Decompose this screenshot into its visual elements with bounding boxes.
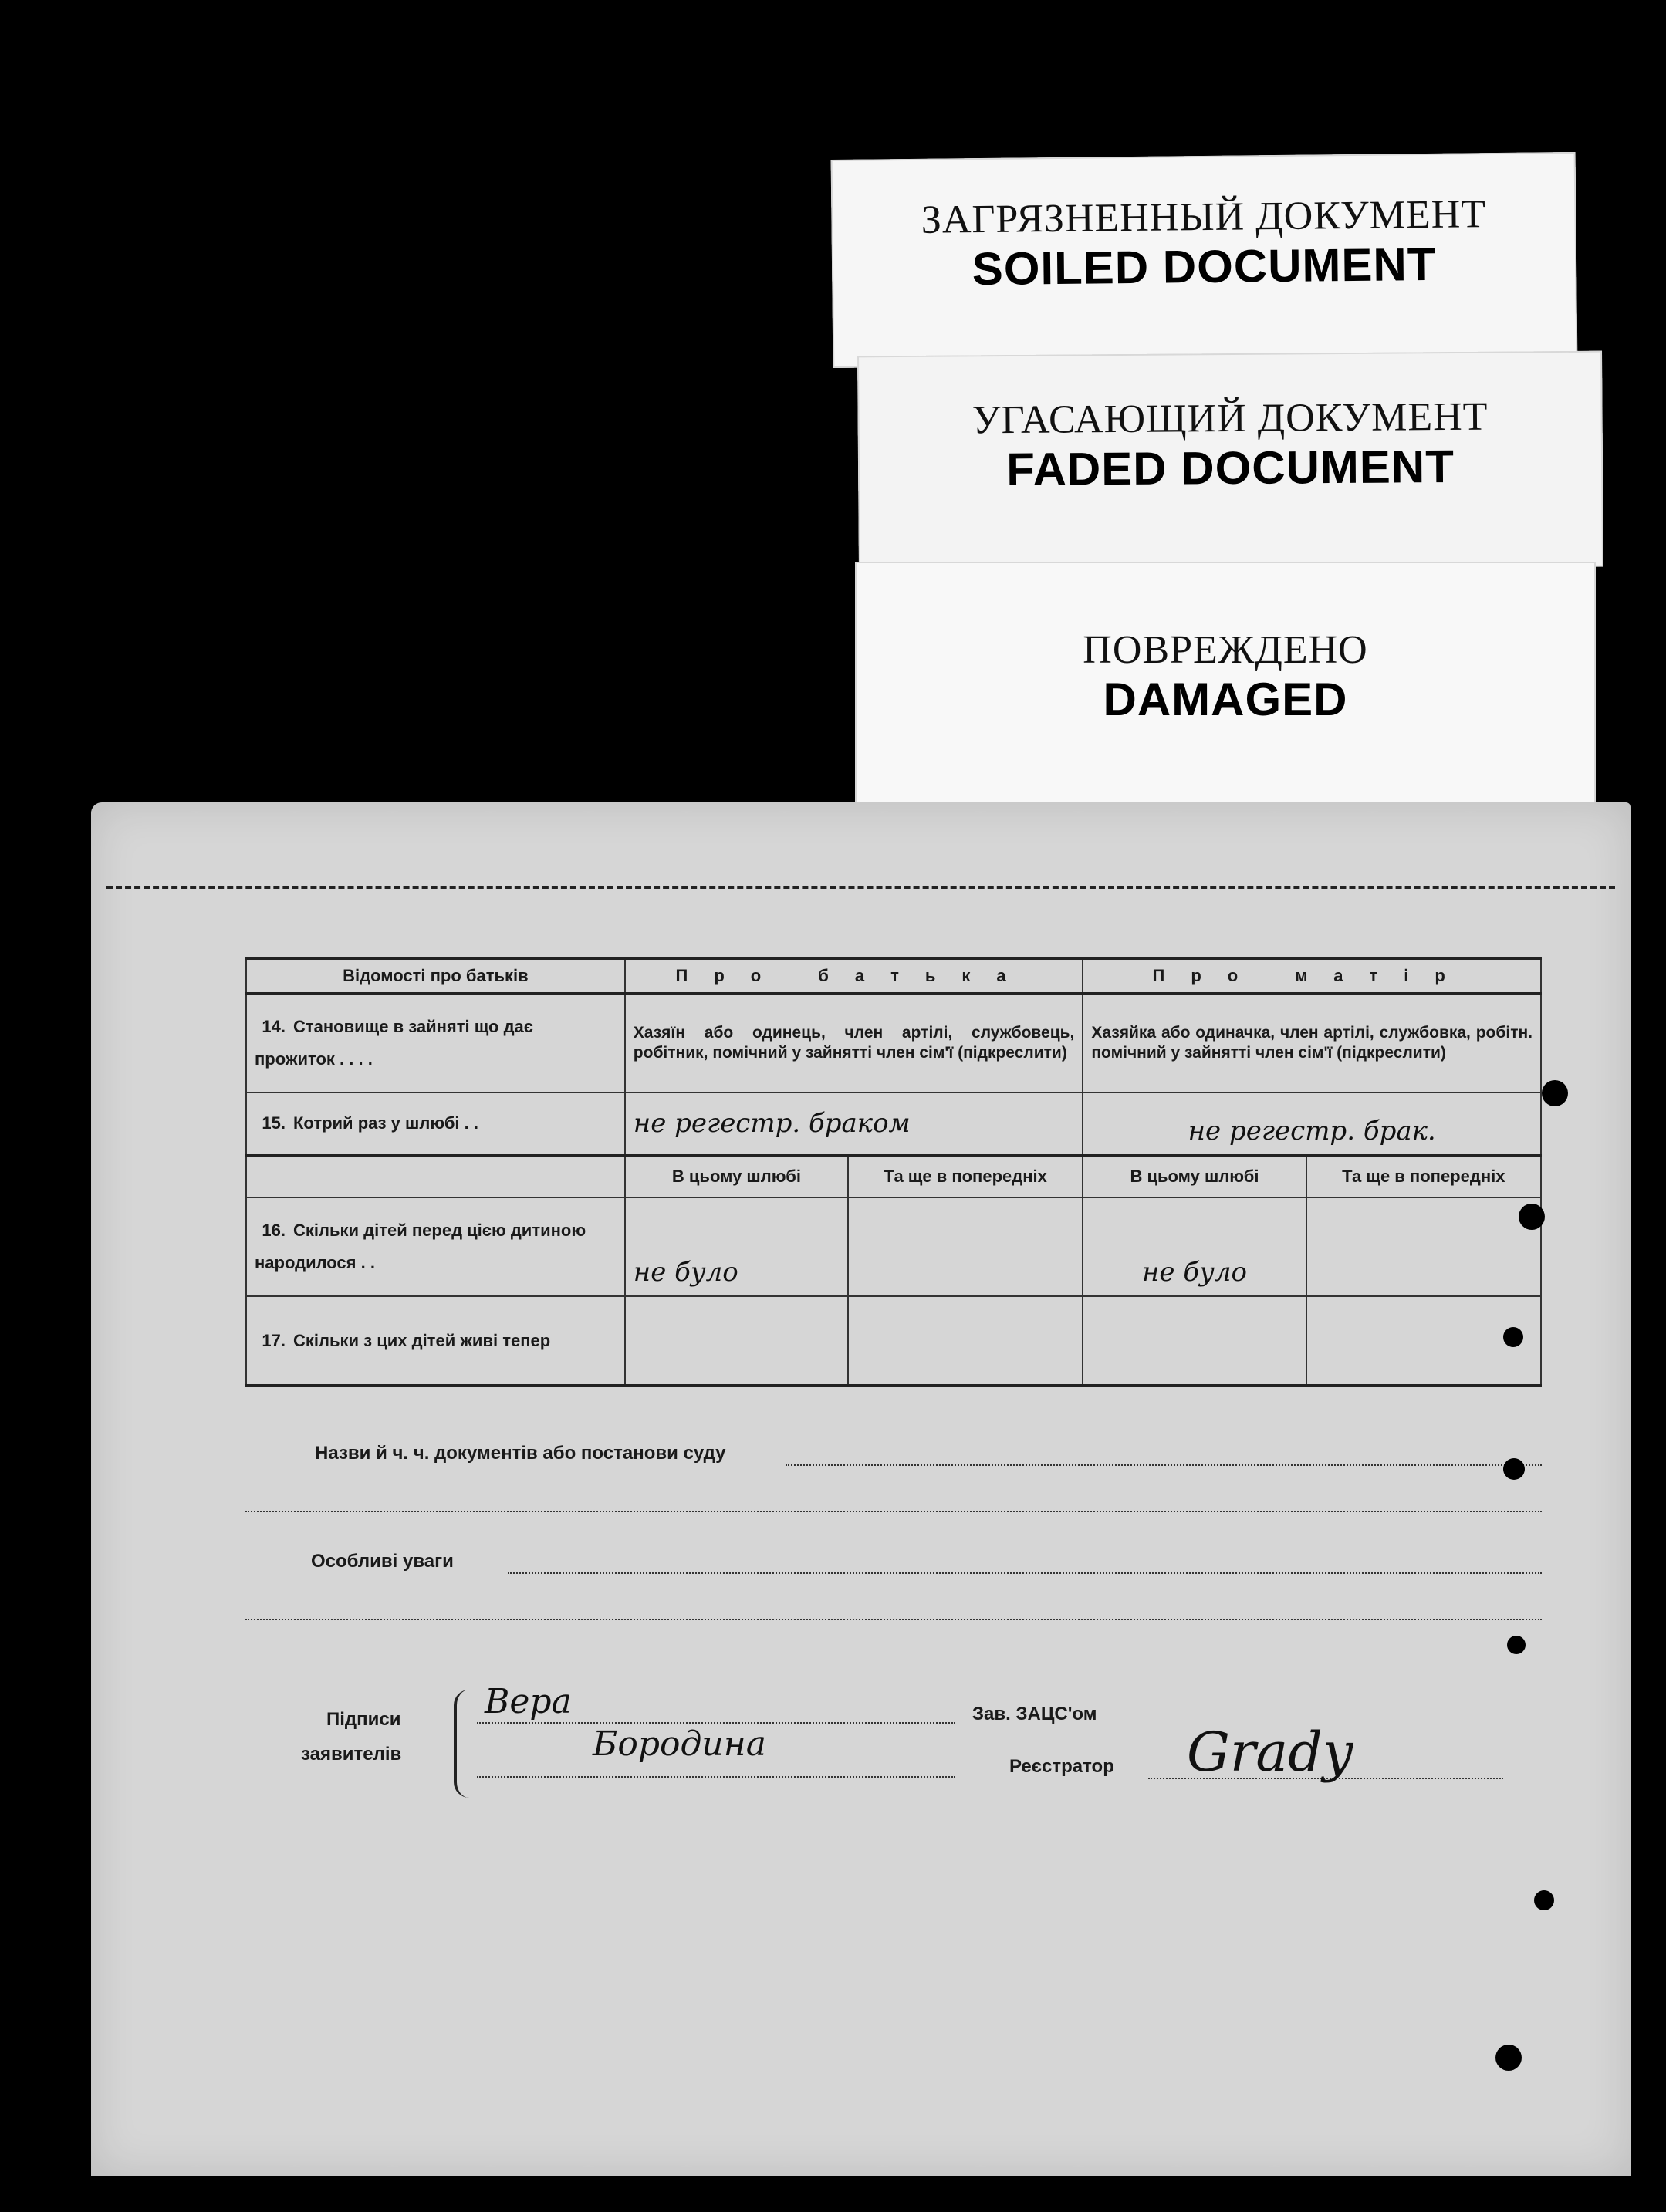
row-16-label: Скільки дітей перед цією дитиною народилося . .	[255, 1221, 586, 1272]
signatures-label-1: Підписи	[326, 1709, 401, 1730]
form-sheet	[91, 802, 1631, 2176]
damaged-label-ru: ПОВРЕЖДЕНО	[1083, 628, 1368, 672]
header-father: Про батька	[625, 958, 1083, 994]
damage-hole	[1495, 2045, 1522, 2071]
row-16-mother-handwriting: не було	[1142, 1257, 1247, 1288]
row-14-number: 14.	[262, 1016, 286, 1036]
row-17-number: 17.	[262, 1330, 286, 1350]
row-14-label-cell	[246, 994, 625, 1092]
header-parents-info: Відомості про батьків	[246, 958, 625, 994]
row-16-number: 16.	[262, 1221, 286, 1240]
registrar-signature: Grady	[1187, 1721, 1353, 1784]
signatures-brace	[454, 1690, 475, 1798]
perforation-line	[106, 886, 1615, 889]
row-15-father-cell	[625, 1092, 1083, 1156]
signature-line-2	[477, 1776, 955, 1778]
applicant-signature-1: Вера	[485, 1682, 572, 1721]
signatures-label-2: заявителів	[301, 1744, 402, 1765]
faded-document-label	[857, 351, 1603, 572]
damaged-document-label	[855, 562, 1596, 824]
subheader-empty-cell	[246, 1156, 625, 1198]
row-15-father-handwriting: не регестр. браком	[633, 1108, 911, 1140]
row-17-father-current-cell	[625, 1296, 848, 1386]
documents-label: Назви й ч. ч. документів або постанови суду	[315, 1443, 726, 1464]
head-label: Зав. ЗАЦС'ом	[972, 1704, 1097, 1724]
faded-label-en: FADED DOCUMENT	[1005, 440, 1455, 496]
row-15-number: 15.	[262, 1113, 286, 1133]
soiled-label-ru: ЗАГРЯЗНЕННЫЙ ДОКУМЕНТ	[921, 192, 1487, 242]
row-15-mother-cell	[1083, 1092, 1541, 1156]
notes-label: Особливі уваги	[311, 1551, 454, 1572]
row-16-mother-current-cell	[1083, 1197, 1306, 1296]
table-row-16	[246, 1197, 1541, 1296]
damage-hole	[1507, 1636, 1526, 1654]
damage-hole	[1534, 1890, 1554, 1910]
signature-line-1	[477, 1722, 955, 1724]
row-16-label-cell	[246, 1197, 625, 1296]
damage-hole	[1503, 1458, 1525, 1480]
row-14-label: Становище в зайняті що дає прожиток . . . .	[255, 1016, 533, 1069]
table-row-15	[246, 1092, 1541, 1156]
row-17-mother-current-cell	[1083, 1296, 1306, 1386]
father-in-marriage-header: В цьому шлюбі	[625, 1156, 848, 1198]
notes-field-line-1	[508, 1572, 1542, 1574]
faded-label-ru: УГАСАЮЩИЙ ДОКУМЕНТ	[972, 394, 1489, 443]
damage-hole	[1519, 1204, 1545, 1230]
header-mother: Про матір	[1083, 958, 1541, 994]
row-17-father-previous-cell	[848, 1296, 1083, 1386]
row-16-father-handwriting: не було	[633, 1257, 738, 1288]
table-subheader-row	[246, 1156, 1541, 1198]
registrar-label: Реєстратор	[1009, 1756, 1114, 1777]
documents-field-line-2	[245, 1511, 1542, 1512]
notes-field-line-2	[245, 1619, 1542, 1620]
soiled-document-label	[831, 152, 1578, 368]
table-header-row	[246, 958, 1541, 994]
damaged-label-en: DAMAGED	[1103, 674, 1348, 725]
row-16-father-previous-cell	[848, 1197, 1083, 1296]
row-15-label-cell	[246, 1092, 625, 1156]
table-row-17	[246, 1296, 1541, 1386]
mother-in-marriage-header: В цьому шлюбі	[1083, 1156, 1306, 1198]
row-16-mother-previous-cell	[1306, 1197, 1541, 1296]
mother-previous-header: Та ще в попередніх	[1306, 1156, 1541, 1198]
soiled-label-en: SOILED DOCUMENT	[972, 238, 1437, 295]
damage-hole	[1542, 1080, 1568, 1106]
father-previous-header: Та ще в попередніх	[848, 1156, 1083, 1198]
row-14-father-cell: Хазяїн або одинець, член артілі, службовець, робітник, помічний у зайнятті член сім'ї (підкреслити)	[625, 994, 1083, 1092]
row-17-label-cell	[246, 1296, 625, 1386]
row-15-label: Котрий раз у шлюбі . .	[293, 1113, 478, 1133]
parents-table	[245, 957, 1542, 1387]
documents-field-line-1	[786, 1464, 1542, 1466]
row-17-label: Скільки з цих дітей живі тепер	[293, 1330, 551, 1350]
damage-hole	[1503, 1327, 1523, 1347]
applicant-signature-2: Бородина	[593, 1724, 766, 1764]
row-16-father-current-cell	[625, 1197, 848, 1296]
row-15-mother-handwriting: не регестр. брак.	[1188, 1116, 1436, 1147]
row-14-mother-cell: Хазяйка або одиначка, член артілі, службовка, робітн. помічний у зайнятті член сім'ї (підкреслити)	[1083, 994, 1541, 1092]
table-row-14	[246, 994, 1541, 1092]
